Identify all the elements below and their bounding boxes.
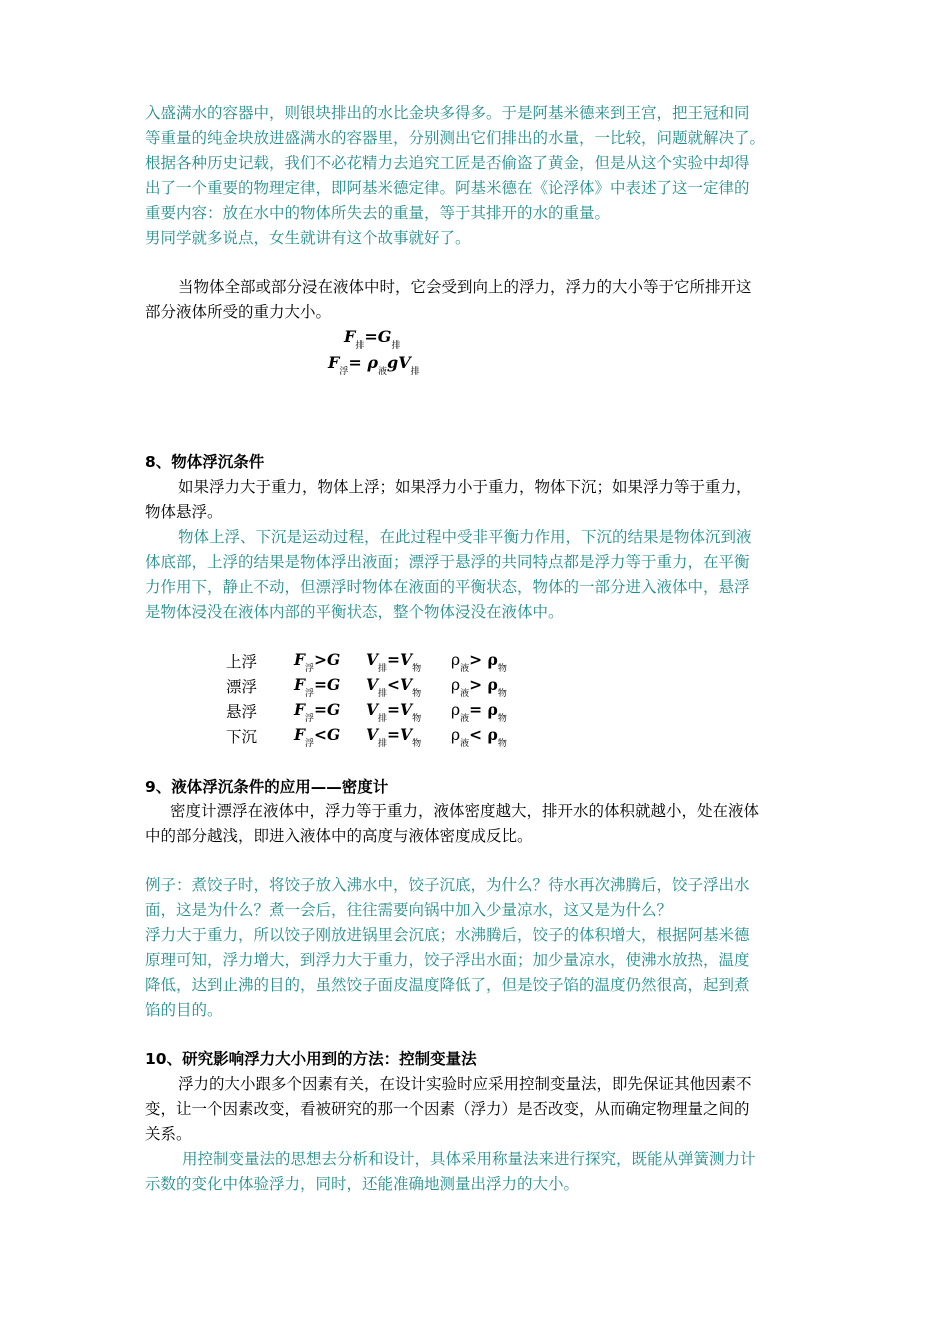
text-line: 力作用下，静止不动，但漂浮时物体在液面的平衡状态，物体的一部分进入液体中，悬浮 (145, 578, 750, 596)
text-line: 体底部，上浮的结果是物体浮出液面；漂浮于悬浮的共同特点都是浮力等于重力，在平衡 (145, 553, 750, 571)
text-line: 例子：煮饺子时，将饺子放入沸水中，饺子沉底，为什么？待水再次沸腾后，饺子浮出水 (145, 876, 750, 894)
text-line: 馅的目的。 (145, 1001, 223, 1019)
text-line: 部分液体所受的重力大小。 (145, 303, 332, 321)
text-line: 男同学就多说点，女生就讲有这个故事就好了。 (145, 229, 471, 247)
text-line: 当物体全部或部分浸在液体中时，它会受到向上的浮力，浮力的大小等于它所排开这 (178, 278, 752, 296)
text-line: 变，让一个因素改变，看被研究的那一个因素（浮力）是否改变，从而确定物理量之间的 (145, 1100, 750, 1118)
section-heading-10: 10、研究影响浮力大小用到的方法：控制变量法 (145, 1050, 477, 1068)
text-line: 原理可知，浮力增大，到浮力大于重力，饺子浮出水面；加少量凉水，使沸水放热，温度 (145, 951, 750, 969)
text-line: 浮力的大小跟多个因素有关，在设计实验时应采用控制变量法，即先保证其他因素不 (178, 1075, 752, 1093)
text-line: 面，这是为什么？煮一会后，往往需要向锅中加入少量凉水，这又是为什么？ (145, 901, 673, 919)
text-line: 用控制变量法的思想去分析和设计，具体采用称量法来进行探究，既能从弹簧测力计 (182, 1150, 756, 1168)
text-line: 入盛满水的容器中，则银块排出的水比金块多得多。于是阿基米德来到王宫，把王冠和同 (145, 104, 750, 122)
text-line: 是物体浸没在液体内部的平衡状态，整个物体浸没在液体中。 (145, 603, 564, 621)
section-heading-9: 9、液体浮沉条件的应用——密度计 (145, 778, 389, 796)
formula-buoyancy-density: $F_浮= \rho_液gV_排$ (328, 353, 420, 377)
text-line: 关系。 (145, 1125, 192, 1143)
text-line: 如果浮力大于重力，物体上浮；如果浮力小于重力，物体下沉；如果浮力等于重力， (178, 478, 752, 496)
text-line: 浮力大于重力，所以饺子刚放进锅里会沉底；水沸腾后，饺子的体积增大，根据阿基米德 (145, 926, 750, 944)
section-heading-8: 8、物体浮沉条件 (145, 453, 265, 471)
formula-buoyancy-weight: $F_排=G_排$ (344, 327, 401, 351)
text-line: 物体上浮、下沉是运动过程，在此过程中受非平衡力作用，下沉的结果是物体沉到液 (178, 528, 752, 546)
text-line: 出了一个重要的物理定律，即阿基米德定律。阿基米德在《论浮体》中表述了这一定律的 (145, 179, 750, 197)
text-line: 重要内容：放在水中的物体所失去的重量，等于其排开的水的重量。 (145, 204, 611, 222)
text-line: 密度计漂浮在液体中，浮力等于重力，液体密度越大，排开水的体积就越小，处在液体 (170, 802, 760, 820)
text-line: 中的部分越浅，即进入液体中的高度与液体密度成反比。 (145, 827, 533, 845)
text-line: 降低，达到止沸的目的，虽然饺子面皮温度降低了，但是饺子馅的温度仍然很高，起到煮 (145, 976, 750, 994)
text-line: 示数的变化中体验浮力，同时，还能准确地测量出浮力的大小。 (145, 1175, 580, 1193)
text-line: 等重量的纯金块放进盛满水的容器里，分别测出它们排出的水量，一比较，问题就解决了。 (145, 129, 766, 147)
text-line: 物体悬浮。 (145, 503, 223, 521)
text-line: 根据各种历史记载，我们不必花精力去追究工匠是否偷盗了黄金，但是从这个实验中却得 (145, 154, 750, 172)
